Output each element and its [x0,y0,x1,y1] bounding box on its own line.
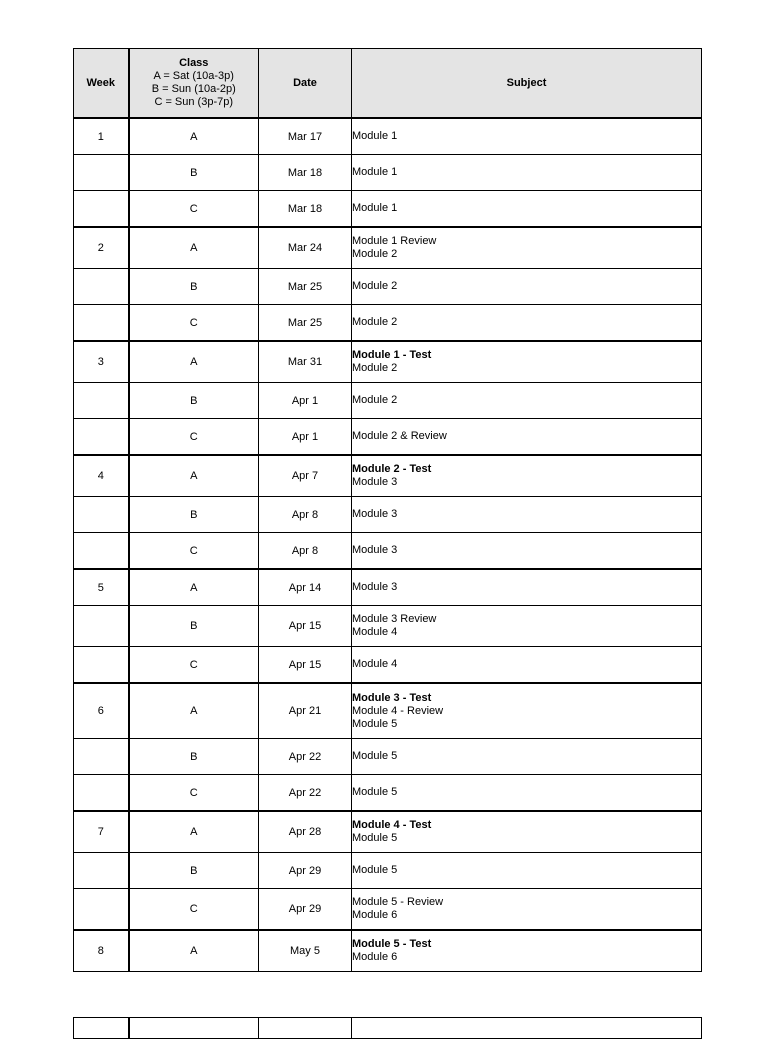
subject-line: Module 3 Review [352,613,437,625]
subject-line: Module 4 [352,626,398,638]
table-row [74,341,702,383]
week-cell [74,191,129,228]
subject-cell [352,227,702,269]
table-row [74,383,702,419]
schedule-table [73,48,702,972]
date-header: Date [259,49,352,119]
subject-line: Module 5 [352,832,398,844]
class-cell: A [129,811,259,853]
subject-cell [352,775,702,812]
class-cell: B [129,739,259,775]
week-cell [74,889,129,931]
date-cell: Mar 17 [259,118,352,155]
subject-line: Module 2 [352,362,398,374]
class-cell: C [129,647,259,684]
class-cell: C [129,775,259,812]
date-cell: Apr 15 [259,647,352,684]
week-cell: 5 [74,569,129,606]
subject-cell [352,683,702,739]
week-cell [74,305,129,342]
week-cell [74,269,129,305]
date-cell: Mar 25 [259,269,352,305]
table-row [74,191,702,228]
class-legend-b: B = Sun (10a-2p) [151,83,236,95]
subject-test-line: Module 5 - Test [352,938,432,950]
week-cell [74,775,129,812]
subject-line: Module 5 [352,786,398,798]
subject-test-line: Module 3 - Test [352,691,432,704]
subject-line: Module 2 [352,248,398,260]
subject-line: Module 3 [352,476,398,488]
week-cell [74,497,129,533]
table-row [74,227,702,269]
date-cell: Apr 22 [259,775,352,812]
date-cell: Apr 14 [259,569,352,606]
subject-line: Module 1 [352,130,398,142]
date-cell: Apr 8 [259,497,352,533]
class-cell: B [129,853,259,889]
subject-line: Module 3 [352,544,398,556]
class-cell: C [129,191,259,228]
class-cell: B [129,383,259,419]
week-cell: 2 [74,227,129,269]
week-cell: 4 [74,455,129,497]
class-cell: C [129,533,259,570]
week-cell [74,647,129,684]
date-cell: Apr 28 [259,811,352,853]
subject-test-line: Module 2 - Test [352,463,432,475]
subject-cell [352,930,702,972]
table-row [74,739,702,775]
subject-line: Module 4 [352,658,398,670]
class-cell: B [129,497,259,533]
subject-cell [352,455,702,497]
week-cell: 7 [74,811,129,853]
class-cell: B [129,606,259,647]
subject-cell [352,419,702,456]
class-cell: A [129,227,259,269]
date-cell: Mar 31 [259,341,352,383]
subject-cell [352,811,702,853]
class-cell: A [129,930,259,972]
class-cell: C [129,305,259,342]
date-cell: Apr 29 [259,889,352,931]
week-cell [74,606,129,647]
subject-cell [352,533,702,570]
date-cell: Apr 22 [259,739,352,775]
next-table-top-edge [73,1017,702,1039]
date-cell: Apr 21 [259,683,352,739]
subject-cell [352,569,702,606]
subject-line: Module 3 [352,508,398,520]
subject-header: Subject [352,49,702,119]
date-cell: Apr 15 [259,606,352,647]
subject-cell [352,341,702,383]
subject-cell [352,269,702,305]
table-row [74,647,702,684]
table-row [74,455,702,497]
subject-line: Module 6 [352,909,398,921]
class-cell: A [129,341,259,383]
class-header-title: Class [179,57,209,69]
subject-line: Module 2 [352,316,398,328]
week-cell: 1 [74,118,129,155]
table-row [74,497,702,533]
class-cell: A [129,455,259,497]
subject-cell [352,155,702,191]
table-row [74,155,702,191]
date-cell: Apr 8 [259,533,352,570]
subject-cell [352,606,702,647]
week-header: Week [74,49,129,119]
table-row [74,930,702,972]
week-cell: 8 [74,930,129,972]
table-row [74,419,702,456]
subject-line: Module 6 [352,951,398,963]
date-cell: Apr 1 [259,383,352,419]
subject-line: Module 5 - Review [352,896,444,908]
subject-cell [352,191,702,228]
date-cell: Mar 18 [259,191,352,228]
week-cell [74,739,129,775]
date-cell: Mar 18 [259,155,352,191]
class-legend-c: C = Sun (3p-7p) [154,96,234,108]
subject-cell [352,647,702,684]
table-row [74,305,702,342]
table-row [74,118,702,155]
table-row [74,775,702,812]
subject-line: Module 5 [352,750,398,762]
class-cell: C [129,889,259,931]
class-cell: A [129,118,259,155]
week-cell [74,419,129,456]
table-row [74,606,702,647]
subject-cell [352,118,702,155]
subject-line: Module 2 & Review [352,430,447,442]
date-cell: Mar 24 [259,227,352,269]
table-row [74,889,702,931]
week-cell [74,383,129,419]
class-cell: C [129,419,259,456]
subject-cell [352,889,702,931]
subject-line: Module 2 [352,280,398,292]
table-row [74,853,702,889]
subject-line: Module 1 [352,166,398,178]
class-cell: A [129,683,259,739]
subject-line: Module 5 [352,864,398,876]
subject-line: Module 4 - Review [352,704,444,717]
subject-cell [352,853,702,889]
week-cell: 3 [74,341,129,383]
subject-line: Module 2 [352,394,398,406]
subject-line: Module 1 Review [352,235,437,247]
date-cell: Apr 7 [259,455,352,497]
subject-test-line: Module 1 - Test [352,349,432,361]
table-row [74,269,702,305]
schedule-body [74,118,702,972]
subject-cell [352,497,702,533]
date-cell: Apr 29 [259,853,352,889]
week-cell [74,533,129,570]
subject-line: Module 3 [352,581,398,593]
table-row [74,811,702,853]
class-header [129,49,259,119]
table-row [74,569,702,606]
class-legend-a: A = Sat (10a-3p) [153,70,234,82]
class-cell: A [129,569,259,606]
date-cell: May 5 [259,930,352,972]
table-row [74,533,702,570]
subject-cell [352,383,702,419]
subject-line: Module 1 [352,202,398,214]
date-cell: Apr 1 [259,419,352,456]
subject-test-line: Module 4 - Test [352,819,432,831]
week-cell [74,853,129,889]
header-row [74,49,702,119]
class-cell: B [129,155,259,191]
week-cell: 6 [74,683,129,739]
subject-cell [352,305,702,342]
subject-line: Module 5 [352,717,398,730]
week-cell [74,155,129,191]
date-cell: Mar 25 [259,305,352,342]
subject-cell [352,739,702,775]
table-row [74,683,702,739]
class-cell: B [129,269,259,305]
